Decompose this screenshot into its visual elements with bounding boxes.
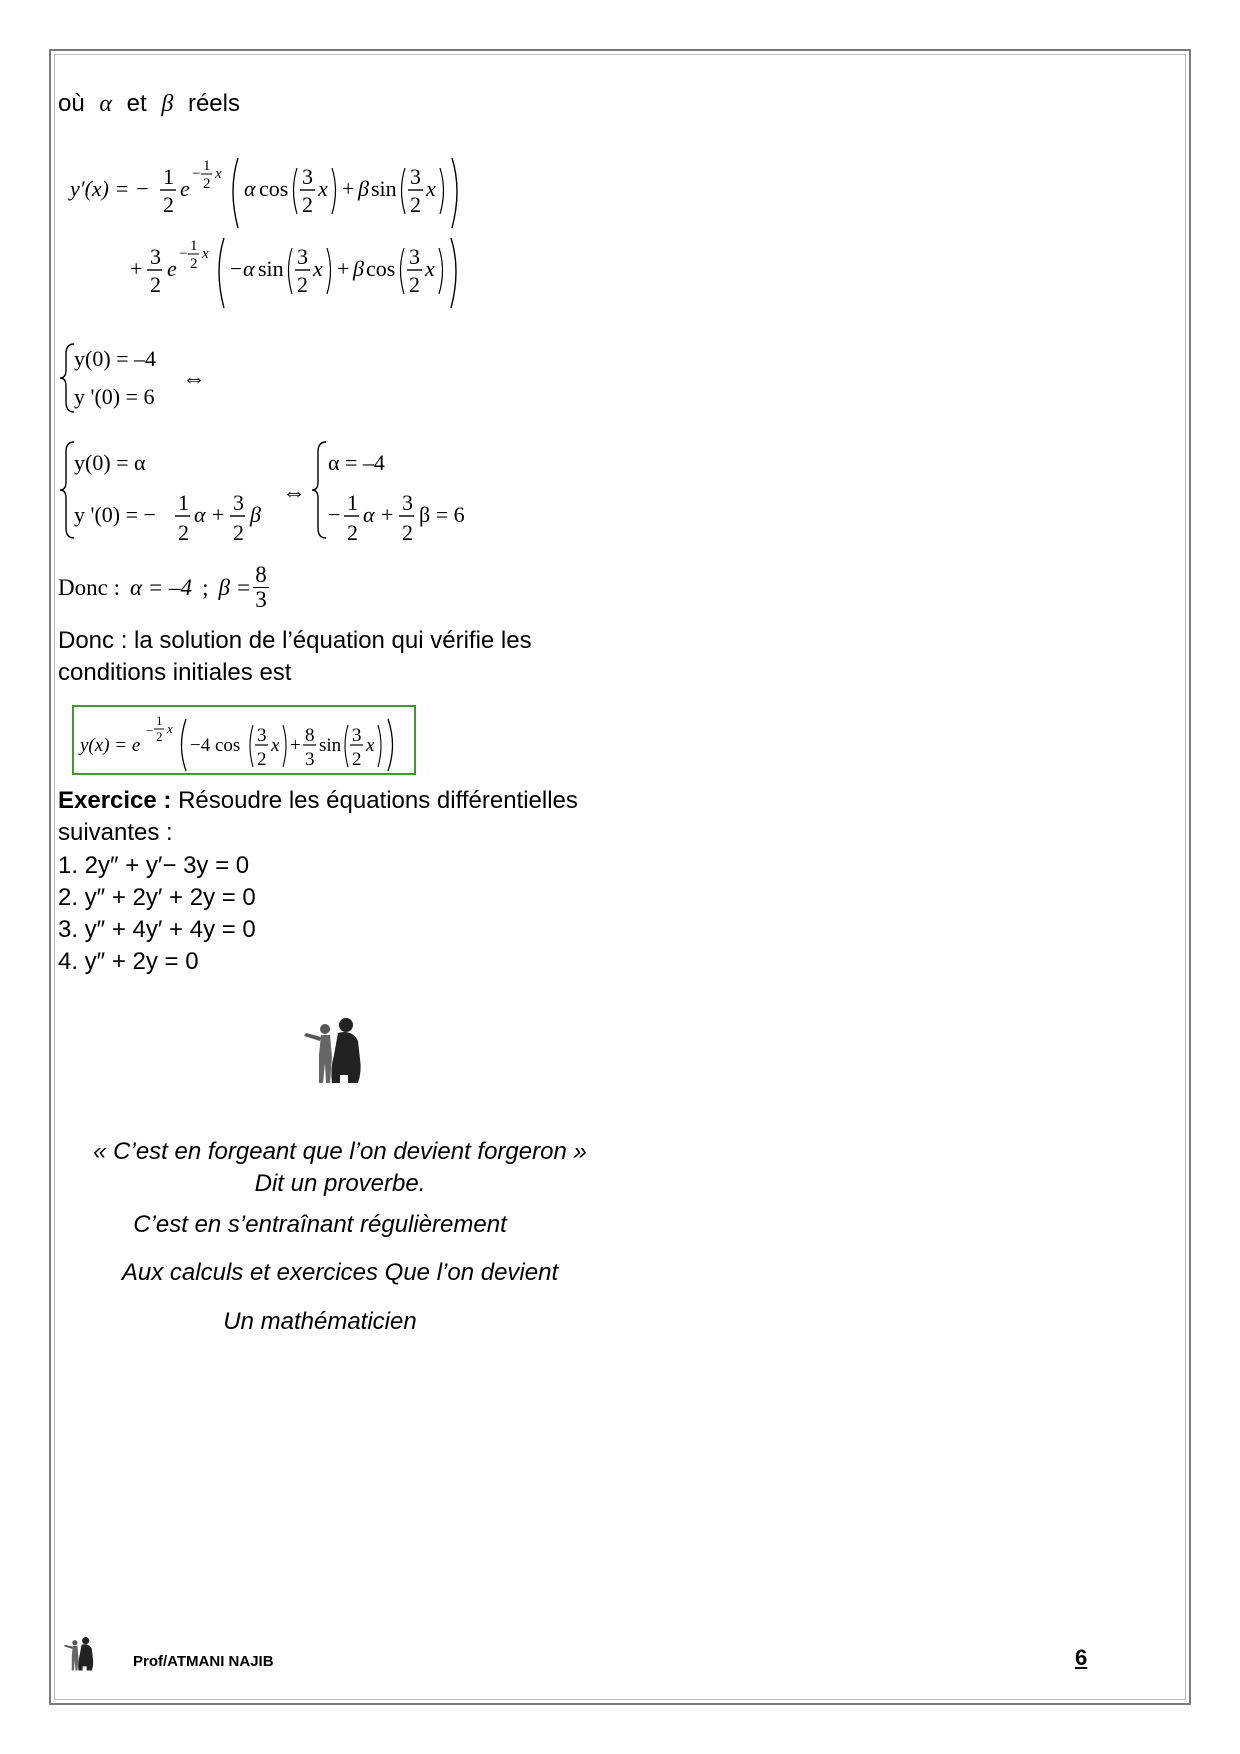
system2-eq3: α = –4: [328, 450, 385, 475]
donc-beta-den: 3: [255, 587, 267, 612]
system1-equiv: ⇔: [182, 366, 206, 392]
svg-text:3: 3: [410, 164, 421, 189]
svg-text:x: x: [215, 166, 222, 182]
donc-text-line1: Donc : la solution de l’équation qui vérifie les: [58, 627, 532, 654]
svg-text:2: 2: [409, 272, 420, 297]
donc-beta-num: 8: [255, 562, 267, 587]
solution-lhs: y(x) = e: [80, 735, 141, 756]
quote-line4: Aux calculs et exercices Que l’on devient: [121, 1259, 559, 1286]
svg-text:x: x: [426, 176, 436, 201]
svg-text:+: +: [337, 256, 350, 281]
donc-alpha: α = –4: [129, 574, 193, 600]
svg-text:sin: sin: [371, 176, 397, 201]
svg-text:3: 3: [409, 244, 420, 269]
teacher-child-icon: [300, 1015, 370, 1087]
donc-values: [58, 563, 271, 612]
derivative-lhs: y′(x) = −: [70, 176, 150, 201]
footer-author: Prof/ATMANI NAJIB: [133, 1653, 274, 1670]
svg-text:2: 2: [150, 272, 161, 297]
svg-text:x: x: [425, 256, 435, 281]
quote-line5: Un mathématicien: [223, 1308, 417, 1335]
donc-sep: ;: [202, 574, 209, 600]
svg-text:+: +: [381, 502, 394, 527]
solution-formula: [76, 707, 414, 773]
system2-eq1: y(0) = α: [74, 450, 146, 475]
quote-line1: « C’est en forgeant que l’on devient forgeron »: [93, 1138, 587, 1165]
svg-text:cos: cos: [259, 176, 289, 201]
svg-text:2: 2: [190, 256, 198, 272]
intro-et: et: [126, 90, 147, 117]
svg-text:+: +: [342, 176, 355, 201]
svg-text:x: x: [202, 246, 209, 262]
exercise-item: 4. y″ + 2y = 0: [58, 948, 199, 975]
svg-text:cos: cos: [366, 256, 396, 281]
svg-text:x: x: [313, 256, 323, 281]
quote-line2: Dit un proverbe.: [254, 1170, 426, 1197]
system2-eq4-rhs: β = 6: [419, 502, 465, 527]
svg-text:x: x: [271, 735, 280, 756]
svg-text:3: 3: [352, 725, 362, 746]
svg-text:x: x: [167, 721, 173, 736]
svg-text:1: 1: [203, 158, 211, 174]
svg-text:e: e: [167, 256, 177, 281]
svg-text:−: −: [179, 246, 188, 262]
svg-text:−: −: [230, 256, 243, 281]
intro-beta: β: [161, 91, 174, 117]
donc-text-line2: conditions initiales est: [58, 659, 292, 686]
svg-text:3: 3: [257, 725, 267, 746]
system2-equiv: ⇔: [282, 480, 306, 506]
svg-text:+: +: [212, 502, 225, 527]
svg-text:1: 1: [163, 164, 174, 189]
svg-text:β: β: [250, 502, 261, 527]
system-2: [60, 438, 520, 548]
svg-text:2: 2: [203, 176, 211, 192]
system1-eq1: y(0) = –4: [74, 346, 157, 371]
exercise-intro: [58, 785, 578, 817]
svg-text:2: 2: [257, 749, 267, 770]
system-1: [60, 340, 260, 420]
svg-text:2: 2: [410, 192, 421, 217]
intro-ou: où: [58, 90, 85, 117]
svg-text:2: 2: [402, 520, 413, 545]
exercise-intro-line1: Résoudre les équations différentielles: [171, 787, 578, 814]
svg-text:3: 3: [305, 749, 315, 770]
svg-text:2: 2: [163, 192, 174, 217]
svg-text:1: 1: [190, 238, 198, 254]
svg-text:−: −: [328, 502, 341, 527]
svg-text:β: β: [358, 176, 369, 201]
exercise-title: Exercice :: [58, 787, 172, 814]
svg-text:3: 3: [297, 244, 308, 269]
system1-eq2: y '(0) = 6: [74, 384, 155, 409]
svg-text:α: α: [243, 256, 255, 281]
donc-beta-lhs: β =: [218, 574, 252, 600]
svg-text:1: 1: [156, 713, 163, 728]
svg-text:α: α: [363, 502, 375, 527]
svg-text:2: 2: [347, 520, 358, 545]
intro-alpha: α: [99, 91, 112, 117]
svg-text:2: 2: [178, 520, 189, 545]
derivative-formula: [60, 150, 520, 320]
exercise-item: 1. 2y″ + y′− 3y = 0: [58, 852, 250, 879]
svg-text:−: −: [192, 166, 201, 182]
system2-eq2: y '(0) = −: [74, 502, 156, 527]
intro-reels: réels: [187, 90, 240, 117]
footer-logo-icon: [62, 1635, 98, 1673]
intro-line: [58, 88, 240, 120]
svg-text:α: α: [194, 502, 206, 527]
exercise-item: 2. y″ + 2y′ + 2y = 0: [58, 884, 256, 911]
svg-text:e: e: [180, 176, 190, 201]
svg-text:2: 2: [352, 749, 362, 770]
svg-text:β: β: [353, 256, 364, 281]
svg-text:1: 1: [178, 490, 189, 515]
donc-values-label: Donc :: [58, 574, 120, 600]
svg-text:8: 8: [305, 725, 315, 746]
svg-text:−: −: [146, 723, 154, 738]
quote-line3: C’est en s’entraînant régulièrement: [133, 1211, 507, 1238]
svg-text:+: +: [290, 735, 301, 756]
svg-text:2: 2: [233, 520, 244, 545]
svg-text:1: 1: [347, 490, 358, 515]
svg-text:3: 3: [402, 490, 413, 515]
svg-text:3: 3: [150, 244, 161, 269]
derivative-plus: +: [130, 256, 143, 281]
svg-text:3: 3: [302, 164, 313, 189]
page-number: 6: [1075, 1645, 1088, 1670]
svg-text:x: x: [318, 176, 328, 201]
svg-text:2: 2: [302, 192, 313, 217]
svg-text:2: 2: [156, 729, 163, 744]
svg-text:α: α: [244, 176, 256, 201]
svg-text:−4 cos: −4 cos: [190, 735, 241, 756]
svg-text:sin: sin: [258, 256, 284, 281]
exercise-intro-line2: suivantes :: [58, 819, 173, 846]
svg-text:x: x: [366, 735, 375, 756]
svg-text:3: 3: [233, 490, 244, 515]
exercise-item: 3. y″ + 4y′ + 4y = 0: [58, 916, 256, 943]
svg-text:sin: sin: [319, 735, 342, 756]
svg-text:2: 2: [297, 272, 308, 297]
